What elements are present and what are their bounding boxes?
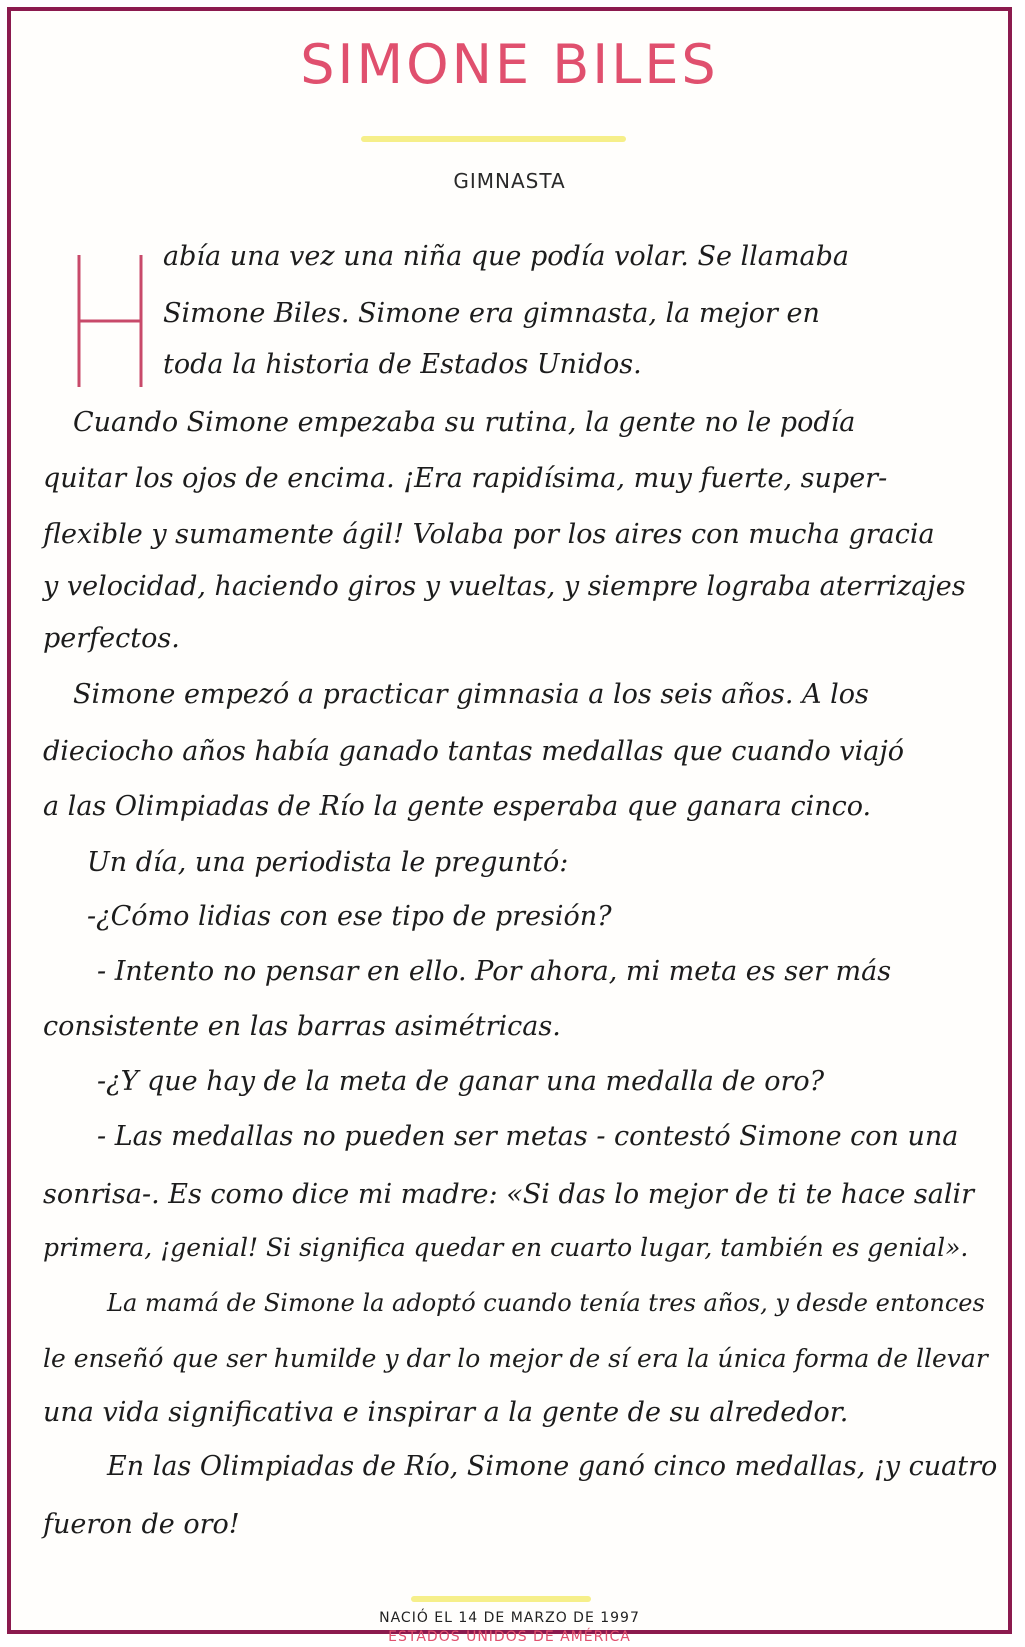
- story-line: -¿Cómo lidias con ese tipo de presión?: [87, 901, 612, 932]
- story-line: a las Olimpiadas de Río la gente esperaba que ganara cinco.: [43, 791, 872, 822]
- story-line: sonrisa-. Es como dice mi madre: «Si das lo mejor de ti te hace salir: [43, 1179, 975, 1210]
- story-line: primera, ¡genial! Si significa quedar en cuarto lugar, también es genial».: [43, 1233, 969, 1262]
- dropcap-h-icon: [71, 251, 149, 391]
- story-line: abía una vez una niña que podía volar. Se llamaba: [163, 241, 849, 272]
- footer-highlight: [411, 1596, 591, 1602]
- story-line: quitar los ojos de encima. ¡Era rapidísima, muy fuerte, super-: [43, 463, 888, 494]
- story-line: En las Olimpiadas de Río, Simone ganó cinco medallas, ¡y cuatro: [107, 1451, 998, 1482]
- birth-country: ESTADOS UNIDOS DE AMÉRICA: [388, 1629, 631, 1645]
- story-line: consistente en las barras asimétricas.: [43, 1011, 561, 1042]
- page-frame: [7, 7, 1012, 1645]
- story-line: perfectos.: [43, 623, 180, 654]
- page-title: SIMONE BILES: [300, 33, 719, 96]
- story-line: y velocidad, haciendo giros y vueltas, y siempre lograba aterrizajes: [43, 571, 966, 602]
- story-line: toda la historia de Estados Unidos.: [163, 349, 642, 380]
- story-line: - Las medallas no pueden ser metas - contestó Simone con una: [97, 1121, 959, 1152]
- title-highlight: [361, 136, 626, 142]
- story-line: fueron de oro!: [43, 1509, 240, 1540]
- page-subtitle: GIMNASTA: [453, 169, 566, 193]
- birth-date: NACIÓ EL 14 DE MARZO DE 1997: [379, 1610, 640, 1626]
- story-line: le enseñó que ser humilde y dar lo mejor de sí era la única forma de llevar: [43, 1344, 988, 1373]
- story-line: La mamá de Simone la adoptó cuando tenía tres años, y desde entonces: [107, 1289, 985, 1317]
- story-line: Un día, una periodista le preguntó:: [87, 847, 569, 878]
- story-line: Simone Biles. Simone era gimnasta, la mejor en: [163, 298, 820, 329]
- story-line: Simone empezó a practicar gimnasia a los seis años. A los: [73, 679, 869, 710]
- story-line: Cuando Simone empezaba su rutina, la gente no le podía: [73, 407, 856, 438]
- story-line: dieciocho años había ganado tantas medallas que cuando viajó: [43, 736, 904, 767]
- story-line: una vida significativa e inspirar a la gente de su alrededor.: [43, 1397, 849, 1428]
- story-line: - Intento no pensar en ello. Por ahora, mi meta es ser más: [97, 956, 892, 987]
- story-line: -¿Y que hay de la meta de ganar una medalla de oro?: [97, 1066, 825, 1097]
- story-line: flexible y sumamente ágil! Volaba por los aires con mucha gracia: [43, 519, 935, 550]
